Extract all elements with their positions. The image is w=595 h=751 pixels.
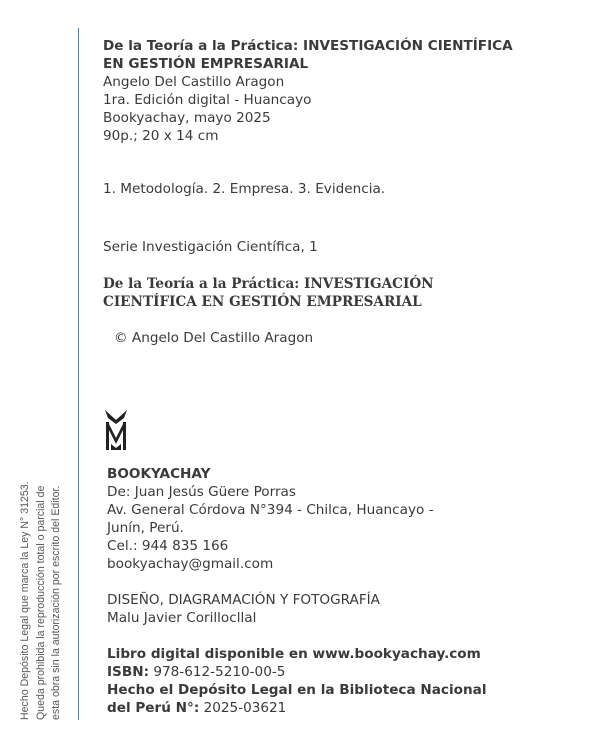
author: Angelo Del Castillo Aragon bbox=[103, 74, 285, 90]
deposit-value: 2025-03621 bbox=[203, 700, 287, 716]
publisher-address: Junín, Perú. bbox=[107, 520, 184, 536]
legal-notice-line: Queda prohibida la reproducción total o parcial de bbox=[34, 485, 47, 720]
legal-notice-line: Hecho Depósito Legal que marca la Ley N° 31253. bbox=[19, 481, 31, 720]
series: Serie Investigación Científica, 1 bbox=[103, 239, 318, 255]
isbn-line bbox=[107, 663, 577, 681]
book-title-line: De la Teoría a la Práctica: INVESTIGACIÓN CIENTÍFICA bbox=[103, 38, 513, 54]
deposit-line bbox=[107, 699, 577, 717]
publisher-address: Av. General Córdova N°394 - Chilca, Huancayo - bbox=[107, 502, 434, 518]
subjects: 1. Metodología. 2. Empresa. 3. Evidencia. bbox=[103, 181, 386, 197]
publisher-date: Bookyachay, mayo 2025 bbox=[103, 110, 271, 126]
publisher-director: De: Juan Jesús Güere Porras bbox=[107, 484, 296, 500]
isbn-label: ISBN: bbox=[107, 664, 150, 680]
extent: 90p.; 20 x 14 cm bbox=[103, 128, 219, 144]
catalog-record bbox=[103, 37, 583, 145]
book-title-line: De la Teoría a la Práctica: INVESTIGACIÓN bbox=[103, 276, 434, 292]
bookyachay-logo-icon bbox=[103, 408, 129, 457]
availability: Libro digital disponible en www.bookyachay.com bbox=[107, 646, 481, 662]
credits-person: Malu Javier Corillocllal bbox=[107, 610, 257, 626]
edition: 1ra. Edición digital - Huancayo bbox=[103, 92, 312, 108]
publisher-email: bookyachay@gmail.com bbox=[107, 556, 274, 572]
publisher-name: BOOKYACHAY bbox=[107, 466, 211, 482]
isbn-value: 978-612-5210-00-5 bbox=[153, 664, 286, 680]
credits bbox=[107, 591, 577, 627]
legal-notice-line: esta obra sin la autorización por escrito del Editor. bbox=[50, 485, 62, 720]
copyright: © Angelo Del Castillo Aragon bbox=[114, 330, 314, 346]
publisher-phone: Cel.: 944 835 166 bbox=[107, 538, 229, 554]
book-title-repeat bbox=[103, 275, 583, 311]
legal-notice-vertical bbox=[18, 420, 65, 720]
deposit-label: del Perú N°: bbox=[107, 700, 200, 716]
legal-deposit: Hecho el Depósito Legal en la Biblioteca Nacional bbox=[107, 682, 487, 698]
book-title-line: CIENTÍFICA EN GESTIÓN EMPRESARIAL bbox=[103, 294, 422, 310]
credits-role: DISEÑO, DIAGRAMACIÓN Y FOTOGRAFÍA bbox=[107, 592, 380, 608]
book-title-line: EN GESTIÓN EMPRESARIAL bbox=[103, 56, 309, 72]
legal-info bbox=[107, 645, 577, 717]
publisher-info bbox=[107, 465, 577, 573]
vertical-rule bbox=[78, 28, 79, 720]
